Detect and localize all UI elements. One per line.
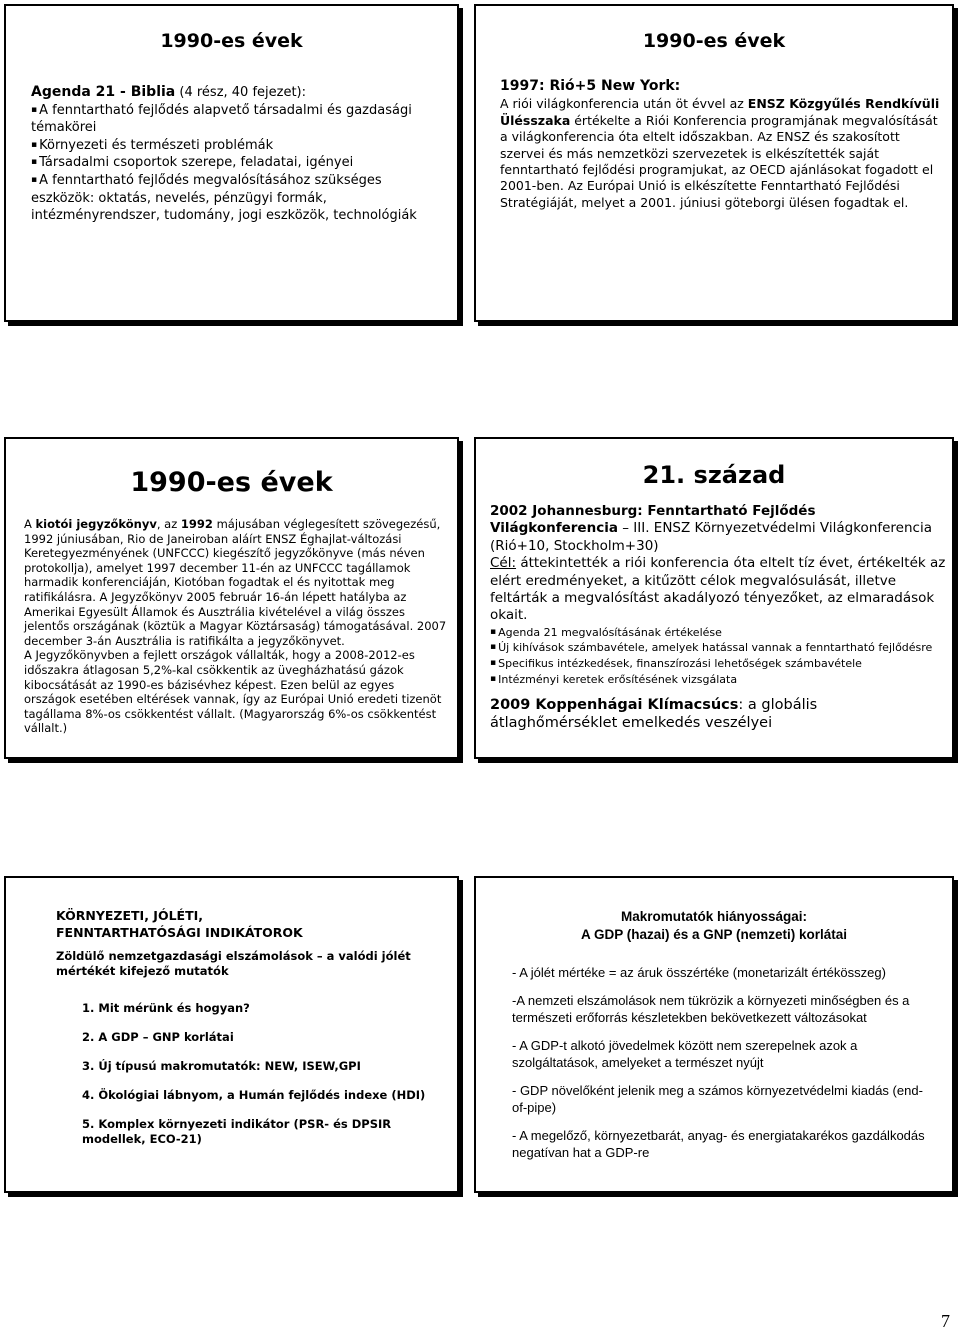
list-item-text: Intézményi keretek erősítésének vizsgálata bbox=[498, 672, 738, 686]
list-item-text: Agenda 21 megvalósításának értékelése bbox=[498, 625, 722, 639]
slide-title: 21. század bbox=[642, 461, 786, 489]
text-run: – III. ENSZ Környezetvédelmi Világkonferencia (Rió+10, Stockholm+30) bbox=[490, 520, 932, 554]
text-run: áttekintették a riói konferencia óta eltelt tíz évet, értékelték az elért eredményeket, a kitűzött célok megvalósulását, illetve feltárták a megvalósítást akadályozó tényezőket, az elmaradások okait. bbox=[490, 555, 946, 624]
bullet-list bbox=[490, 625, 946, 687]
list-item bbox=[31, 154, 441, 172]
paragraph bbox=[490, 503, 946, 555]
slide-body bbox=[500, 78, 940, 211]
slide-agenda-21 bbox=[4, 4, 459, 322]
list-item: - A GDP-t alkotó jövedelmek között nem szerepelnek azok a szolgáltatások, amelyeket a természet nyújt bbox=[512, 1037, 858, 1070]
slide-body bbox=[512, 964, 932, 1172]
list-item: - GDP növelőként jelenik meg a számos környezetvédelmi kiadás (end-of-pipe) bbox=[512, 1082, 923, 1115]
bullet-icon: ▪ bbox=[31, 139, 38, 150]
text-run-bold: 1992 bbox=[180, 517, 213, 531]
slide-heading bbox=[31, 84, 441, 102]
bullet-icon: ▪ bbox=[490, 673, 497, 684]
paragraph bbox=[24, 517, 449, 648]
text-run-bold: kiotói jegyzőkönyv bbox=[35, 517, 157, 531]
text-run: : a globális átlaghőmérséklet emelkedés veszélyei bbox=[490, 697, 818, 731]
slide-title bbox=[56, 908, 446, 941]
bullet-icon: ▪ bbox=[31, 174, 38, 185]
goal-label: Cél: bbox=[490, 555, 517, 572]
text-run: értékelte a Riói Konferencia programjának megvalósítását a világkonferencia óta eltelt időszakban. Az ENSZ és szakosított szervei és más nemzetközi szervezetek is elkészítették saját fenntartható fejlődési programjukat, az OECD ajánlásokat fogadott el 2001-ben. Az Európai Unió is elkészítette Fenntartható Fejlődési Stratégiáját, melyet a 2001. júniusi göteborgi ülésen fogadtak el. bbox=[500, 112, 938, 210]
list-item-text: Társadalmi csoportok szerepe, feladatai, igényei bbox=[39, 155, 354, 171]
slide-title bbox=[476, 908, 952, 944]
slide-indicators bbox=[4, 876, 459, 1193]
list-item bbox=[31, 102, 441, 137]
text-run: májusában véglegesített szövegezésű, 1992 júniusában, Rio de Janeiroban aláírt ENSZ Éghajlat-változási Keretegyezményének (UNFCCC) kiegészítő jegyzőkönyve (más néven protokollja), amelyet 1997 december 11-én az UNFCCC tagállamok harmadik konferenciáján, Kiotóban fogadtak el és nyitottak meg ratifikálásra. A Jegyzőkönyv 2005 február 16-án lépett hatályba az Amerikai Egyesült Államok és Ausztrália kivételével a világ összes jelentős országának (köztük a Magyar Köztársaság) támogatásával. 2007 december 3-án Ausztrália is ratifikálta a jegyzőkönyvet. bbox=[24, 517, 447, 648]
slide-body bbox=[31, 84, 441, 225]
list-item: - A jólét mértéke = az áruk összértéke (monetarizált értékösszeg) bbox=[512, 965, 886, 980]
list-item bbox=[490, 672, 946, 688]
list-item-text: A fenntartható fejlődés megvalósításához szükséges eszközök: oktatás, nevelés, pénzügyi formák, intézményrendszer, tudomány, jogi eszközök, technológiák bbox=[31, 172, 417, 224]
text-run: , az bbox=[156, 517, 181, 531]
paragraph bbox=[500, 96, 940, 211]
list-item: - A megelőző, környezetbarát, anyag- és energiatakarékos gazdálkodás negatívan hat a GDP-re bbox=[512, 1127, 925, 1160]
list-item-text: Specifikus intézkedések, finanszírozási lehetőségek számbavétele bbox=[498, 657, 862, 671]
list-item bbox=[31, 137, 441, 155]
slide-subtitle: Zöldülő nemzetgazdasági elszámolások – a valódi jólét mértékét kifejező mutatók bbox=[56, 949, 411, 978]
slide-body bbox=[56, 908, 446, 1161]
bullet-icon: ▪ bbox=[31, 157, 38, 168]
heading-main: Agenda 21 - Biblia bbox=[31, 84, 176, 100]
slide-macro-indicators bbox=[474, 876, 954, 1193]
text-run: A riói világkonferencia után öt évvel az bbox=[500, 96, 748, 112]
heading-detail: (4 rész, 40 fejezet): bbox=[175, 85, 307, 100]
bullet-icon: ▪ bbox=[490, 658, 497, 669]
title-line: KÖRNYEZETI, JÓLÉTI, bbox=[56, 908, 204, 923]
list-item: 5. Komplex környezeti indikátor (PSR- és DPSIR modellek, ECO-21) bbox=[82, 1117, 392, 1146]
page-number: 7 bbox=[941, 1311, 950, 1331]
list-item-text: Új kihívások számbavétele, amelyek hatással vannak a fenntartható fejlődésre bbox=[498, 641, 933, 655]
slide-body bbox=[24, 517, 449, 736]
slide-kyoto-protocol bbox=[4, 437, 459, 759]
list-item: 4. Ökológiai lábnyom, a Humán fejlődés indexe (HDI) bbox=[82, 1088, 426, 1102]
list-item: 1. Mit mérünk és hogyan? bbox=[82, 1001, 250, 1015]
paragraph bbox=[490, 555, 946, 625]
slide-title: 1990-es évek bbox=[160, 30, 303, 52]
slide-body bbox=[490, 503, 946, 732]
list-item bbox=[490, 656, 946, 672]
list-item bbox=[31, 172, 441, 225]
heading-bold: 2009 Koppenhágai Klímacsúcs bbox=[490, 697, 739, 714]
title-line: FENNTARTHATÓSÁGI INDIKÁTOROK bbox=[56, 924, 303, 940]
list-item: 3. Új típusú makromutatók: NEW, ISEW,GPI bbox=[82, 1059, 361, 1073]
list-item bbox=[490, 625, 946, 641]
slide-21st-century bbox=[474, 437, 954, 759]
slide-title: 1990-es évek bbox=[642, 30, 786, 52]
bullet-icon: ▪ bbox=[31, 104, 38, 115]
list-item bbox=[490, 640, 946, 656]
heading-bold: 2002 Johannesburg: Fenntartható Fejlődés Világkonferencia bbox=[490, 503, 816, 537]
list-item: 2. A GDP – GNP korlátai bbox=[82, 1030, 234, 1044]
title-line: A GDP (hazai) és a GNP (nemzeti) korlátai bbox=[580, 927, 848, 942]
text-run: A bbox=[24, 517, 36, 531]
title-line: Makromutatók hiányosságai: bbox=[620, 909, 808, 924]
paragraph bbox=[490, 697, 946, 732]
slide-rio-plus-5 bbox=[474, 4, 954, 322]
paragraph: A Jegyzőkönyvben a fejlett országok vállalták, hogy a 2008-2012-es időszakra átlagosan 5,2%-kal csökkentik az üvegházhatású gázok kibocsátását az 1990-es bázisévhez képest. Ezen belül az egyes országok esetében eltérések vannak, így az Európai Unió eredeti tizenöt tagállama 8%-os csökkentést vállalt. (Magyarország 6%-os csökkentést vállalt.) bbox=[24, 648, 442, 736]
text-run-bold: ENSZ Közgyűlés Rendkívüli Ülésszaka bbox=[500, 96, 940, 128]
bullet-icon: ▪ bbox=[490, 642, 497, 653]
numbered-list bbox=[82, 1001, 446, 1147]
slide-title: 1990-es évek bbox=[130, 467, 333, 498]
bullet-icon: ▪ bbox=[490, 626, 497, 637]
list-item-text: Környezeti és természeti problémák bbox=[39, 137, 274, 153]
list-item-text: A fenntartható fejlődés alapvető társadalmi és gazdasági témakörei bbox=[31, 102, 412, 136]
slide-heading: 1997: Rió+5 New York: bbox=[500, 78, 681, 94]
list-item: -A nemzeti elszámolások nem tükrözik a környezeti minőségben és a természeti erőforrás készletekben bekövetkezett változásokat bbox=[512, 992, 910, 1025]
